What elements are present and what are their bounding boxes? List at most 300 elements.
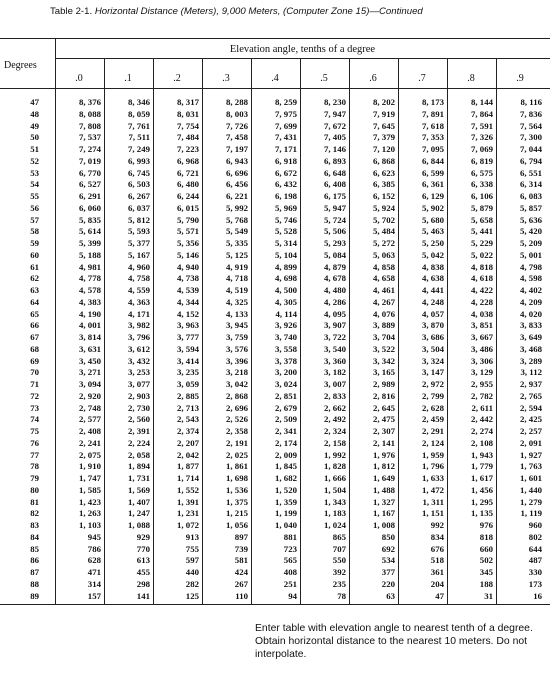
distance-cell: 550 (332, 555, 346, 566)
distance-cell: 850 (381, 531, 395, 542)
degree-cell: 84 (30, 531, 39, 542)
distance-cell: 5, 947 (324, 202, 346, 213)
distance-cell: 3, 094 (79, 379, 101, 389)
distance-cell: 2, 408 (79, 426, 101, 436)
distance-cell: 1, 796 (422, 461, 444, 472)
distance-cell: 1, 601 (520, 473, 542, 483)
degree-cell: 75 (30, 426, 39, 436)
distance-cell: 5, 614 (79, 226, 101, 237)
distance-cell: 1, 959 (422, 449, 444, 460)
distance-cell: 8, 346 (128, 97, 150, 107)
distance-cell: 3, 165 (373, 367, 395, 378)
degree-cell: 60 (30, 249, 39, 260)
column-header: .1 (124, 73, 132, 84)
distance-cell: 4, 500 (275, 285, 297, 295)
distance-cell: 7, 975 (275, 108, 297, 119)
distance-cell: 2, 509 (275, 414, 297, 425)
distance-cell: 4, 267 (373, 296, 395, 307)
distance-cell: 5, 812 (128, 214, 150, 225)
distance-cell: 251 (283, 578, 297, 589)
distance-cell: 6, 503 (128, 179, 150, 190)
distance-cell: 4, 305 (275, 296, 297, 307)
distance-cell: 5, 250 (422, 238, 444, 248)
distance-cell: 4, 598 (520, 273, 542, 284)
distance-cell: 2, 374 (177, 426, 199, 436)
distance-cell: 1, 763 (520, 461, 542, 472)
distance-cell: 5, 314 (275, 238, 297, 248)
distance-cell: 7, 645 (373, 120, 395, 131)
distance-cell: 770 (136, 543, 150, 554)
distance-cell: 5, 335 (226, 238, 248, 248)
distance-cell: 2, 628 (422, 402, 444, 413)
degree-cell: 81 (30, 496, 39, 507)
distance-cell: 1, 167 (373, 508, 395, 519)
distance-cell: 3, 926 (275, 320, 297, 331)
distance-cell: 16 (533, 590, 542, 601)
distance-cell: 5, 272 (373, 238, 395, 248)
distance-cell: 3, 704 (373, 332, 395, 342)
distance-cell: 1, 633 (422, 473, 444, 483)
distance-cell: 5, 441 (471, 226, 493, 237)
distance-cell: 2, 124 (422, 437, 444, 448)
distance-cell: 6, 794 (520, 155, 542, 166)
column-header: .5 (320, 73, 328, 84)
distance-cell: 94 (288, 590, 297, 601)
distance-cell: 7, 564 (520, 120, 542, 131)
distance-cell: 3, 833 (520, 320, 542, 331)
distance-cell: 8, 202 (373, 97, 395, 107)
degree-cell: 76 (30, 437, 39, 448)
distance-cell: 692 (381, 543, 395, 554)
distance-cell: 392 (332, 567, 346, 577)
distance-cell: 440 (185, 567, 199, 577)
distance-cell: 4, 618 (471, 273, 493, 284)
distance-cell: 5, 768 (226, 214, 248, 225)
distance-cell: 8, 144 (471, 97, 493, 107)
table-number: Table 2-1. (50, 6, 93, 17)
distance-cell: 6, 015 (177, 202, 199, 213)
distance-cell: 5, 001 (520, 249, 542, 260)
distance-cell: 3, 007 (324, 379, 346, 389)
degree-cell: 57 (30, 214, 39, 225)
distance-cell: 1, 024 (324, 520, 346, 530)
distance-cell: 8, 230 (324, 97, 346, 107)
distance-cell: 3, 814 (79, 332, 101, 342)
distance-cell: 2, 611 (471, 402, 493, 413)
distance-cell: 2, 257 (520, 426, 542, 436)
distance-cell: 3, 522 (373, 343, 395, 354)
distance-cell: 5, 125 (226, 249, 248, 260)
distance-cell: 3, 324 (422, 355, 444, 366)
distance-cell: 6, 338 (471, 179, 493, 190)
distance-cell: 7, 537 (79, 132, 101, 143)
distance-cell: 5, 042 (422, 249, 444, 260)
distance-cell: 4, 001 (79, 320, 101, 331)
degree-cell: 69 (30, 355, 39, 366)
distance-cell: 2, 955 (471, 379, 493, 389)
distance-cell: 3, 253 (128, 367, 150, 378)
degree-cell: 56 (30, 202, 39, 213)
distance-cell: 4, 480 (324, 285, 346, 295)
distance-cell: 6, 770 (79, 167, 101, 178)
distance-cell: 2, 662 (324, 402, 346, 413)
distance-cell: 3, 796 (128, 332, 150, 342)
distance-cell: 7, 511 (128, 132, 150, 143)
distance-cell: 3, 378 (275, 355, 297, 366)
distance-cell: 2, 091 (520, 437, 542, 448)
distance-cell: 3, 612 (128, 343, 150, 354)
distance-cell: 2, 833 (324, 390, 346, 401)
distance-cell: 7, 761 (128, 120, 150, 131)
distance-cell: 5, 420 (520, 226, 542, 237)
distance-cell: 5, 084 (324, 249, 346, 260)
distance-cell: 3, 759 (226, 332, 248, 342)
distance-cell: 6, 672 (275, 167, 297, 178)
distance-cell: 1, 247 (128, 508, 150, 519)
distance-cell: 2, 241 (79, 437, 101, 448)
distance-cell: 3, 182 (324, 367, 346, 378)
distance-cell: 6, 696 (226, 167, 248, 178)
distance-cell: 1, 072 (177, 520, 199, 530)
distance-cell: 1, 731 (128, 473, 150, 483)
distance-cell: 7, 069 (471, 144, 493, 154)
distance-cell: 6, 819 (471, 155, 493, 166)
distance-cell: 6, 480 (177, 179, 199, 190)
elevation-angle-header: Elevation angle, tenths of a degree (229, 44, 376, 55)
distance-cell: 1, 135 (471, 508, 493, 519)
distance-cell: 3, 722 (324, 332, 346, 342)
degree-cell: 73 (30, 402, 39, 413)
distance-cell: 267 (234, 578, 248, 589)
distance-cell: 929 (136, 531, 150, 542)
distance-cell: 1, 698 (226, 473, 248, 483)
distance-cell: 2, 885 (177, 390, 199, 401)
distance-cell: 5, 924 (373, 202, 395, 213)
distance-cell: 141 (136, 590, 150, 601)
distance-cell: 3, 042 (226, 379, 248, 389)
degree-cell: 52 (30, 155, 39, 166)
distance-cell: 897 (234, 531, 248, 542)
distance-cell: 945 (87, 531, 101, 542)
distance-cell: 5, 636 (520, 214, 542, 225)
distance-cell: 7, 919 (373, 108, 395, 119)
distance-cell: 1, 877 (177, 461, 199, 472)
distance-cell: 613 (136, 555, 150, 566)
degree-cell: 82 (30, 508, 39, 519)
distance-cell: 2, 851 (275, 390, 297, 401)
distance-cell: 6, 745 (128, 167, 150, 178)
degree-cell: 58 (30, 226, 39, 237)
distance-cell: 2, 174 (275, 437, 297, 448)
distance-cell: 534 (381, 555, 395, 566)
distance-cell: 4, 383 (79, 296, 101, 307)
top-rule (0, 38, 550, 39)
distance-cell: 7, 223 (177, 144, 199, 154)
distance-cell: 7, 808 (79, 120, 101, 131)
distance-cell: 1, 617 (471, 473, 493, 483)
distance-cell: 7, 353 (422, 132, 444, 143)
distance-cell: 4, 441 (422, 285, 444, 295)
distance-cell: 2, 543 (177, 414, 199, 425)
distance-cell: 2, 903 (128, 390, 150, 401)
distance-cell: 6, 551 (520, 167, 542, 178)
distance-cell: 1, 183 (324, 508, 346, 519)
distance-cell: 4, 578 (79, 285, 101, 295)
degree-cell: 62 (30, 273, 39, 284)
distance-cell: 3, 235 (177, 367, 199, 378)
degree-cell: 71 (30, 379, 39, 389)
distance-cell: 1, 151 (422, 508, 444, 519)
distance-cell: 2, 459 (422, 414, 444, 425)
distance-cell: 4, 798 (520, 261, 542, 272)
distance-cell: 4, 114 (275, 308, 297, 319)
distance-cell: 330 (528, 567, 542, 577)
distance-cell: 3, 342 (373, 355, 395, 366)
distance-cell: 5, 857 (520, 202, 542, 213)
distance-cell: 786 (87, 543, 101, 554)
distance-cell: 6, 106 (471, 191, 493, 201)
degree-cell: 72 (30, 390, 39, 401)
degree-cell: 88 (30, 578, 39, 589)
distance-cell: 471 (87, 567, 101, 577)
distance-cell: 2, 868 (226, 390, 248, 401)
degree-cell: 54 (30, 179, 39, 190)
distance-cell: 5, 593 (128, 226, 150, 237)
distance-cell: 1, 103 (79, 520, 101, 530)
distance-cell: 1, 199 (275, 508, 297, 519)
distance-cell: 913 (185, 531, 199, 542)
distance-cell: 2, 594 (520, 402, 542, 413)
distance-cell: 3, 558 (275, 343, 297, 354)
distance-cell: 1, 779 (471, 461, 493, 472)
distance-cell: 4, 919 (226, 261, 248, 272)
degree-cell: 70 (30, 367, 39, 378)
distance-cell: 7, 591 (471, 120, 493, 131)
distance-cell: 6, 244 (177, 191, 199, 201)
distance-cell: 5, 484 (373, 226, 395, 237)
distance-cell: 6, 968 (177, 155, 199, 166)
distance-cell: 7, 019 (79, 155, 101, 166)
distance-cell: 8, 259 (275, 97, 297, 107)
distance-cell: 5, 790 (177, 214, 199, 225)
table-title: Horizontal Distance (Meters), 9,000 Meters, (Computer Zone 15)—Continued (94, 6, 423, 17)
distance-cell: 2, 075 (79, 449, 101, 460)
distance-cell: 4, 228 (471, 296, 493, 307)
distance-cell: 2, 713 (177, 402, 199, 413)
distance-cell: 7, 754 (177, 120, 199, 131)
distance-cell: 4, 718 (226, 273, 248, 284)
distance-cell: 4, 940 (177, 261, 199, 272)
distance-cell: 6, 198 (275, 191, 297, 201)
distance-cell: 1, 649 (373, 473, 395, 483)
distance-cell: 2, 442 (471, 414, 493, 425)
column-header: .2 (173, 73, 181, 84)
distance-cell: 2, 748 (79, 402, 101, 413)
distance-cell: 7, 197 (226, 144, 248, 154)
distance-cell: 3, 649 (520, 332, 542, 342)
distance-cell: 2, 274 (471, 426, 493, 436)
distance-cell: 6, 868 (373, 155, 395, 166)
distance-cell: 723 (283, 543, 297, 554)
distance-cell: 6, 175 (324, 191, 346, 201)
distance-cell: 6, 599 (422, 167, 444, 178)
distance-cell: 7, 672 (324, 120, 346, 131)
distance-cell: 6, 648 (324, 167, 346, 178)
degree-cell: 53 (30, 167, 39, 178)
distance-cell: 3, 907 (324, 320, 346, 331)
distance-cell: 4, 519 (226, 285, 248, 295)
column-header: .8 (467, 73, 475, 84)
distance-cell: 1, 119 (520, 508, 542, 519)
distance-cell: 1, 845 (275, 461, 297, 472)
distance-cell: 5, 356 (177, 238, 199, 248)
distance-cell: 5, 680 (422, 214, 444, 225)
distance-cell: 1, 894 (128, 461, 150, 472)
column-header: .9 (516, 73, 524, 84)
distance-cell: 881 (283, 531, 297, 542)
distance-cell: 377 (381, 567, 395, 577)
distance-cell: 1, 992 (324, 449, 346, 460)
degree-cell: 66 (30, 320, 39, 331)
distance-cell: 3, 059 (177, 379, 199, 389)
distance-cell: 7, 405 (324, 132, 346, 143)
distance-cell: 4, 020 (520, 308, 542, 319)
distance-cell: 3, 777 (177, 332, 199, 342)
distance-cell: 6, 060 (79, 202, 101, 213)
distance-cell: 3, 486 (471, 343, 493, 354)
distance-cell: 2, 207 (177, 437, 199, 448)
distance-cell: 7, 947 (324, 108, 346, 119)
distance-cell: 1, 359 (275, 496, 297, 507)
degree-cell: 67 (30, 332, 39, 342)
distance-cell: 5, 902 (422, 202, 444, 213)
distance-cell: 3, 129 (471, 367, 493, 378)
distance-cell: 4, 778 (79, 273, 101, 284)
distance-cell: 976 (479, 520, 493, 530)
distance-cell: 2, 679 (275, 402, 297, 413)
distance-cell: 1, 407 (128, 496, 150, 507)
distance-cell: 3, 594 (177, 343, 199, 354)
distance-cell: 1, 311 (422, 496, 444, 507)
degree-cell: 89 (30, 590, 39, 601)
distance-cell: 5, 399 (79, 238, 101, 248)
distance-cell: 1, 943 (471, 449, 493, 460)
distance-cell: 1, 327 (373, 496, 395, 507)
degree-cell: 74 (30, 414, 39, 425)
distance-cell: 7, 120 (373, 144, 395, 154)
distance-cell: 2, 058 (128, 449, 150, 460)
distance-cell: 424 (234, 567, 248, 577)
distance-cell: 298 (136, 578, 150, 589)
distance-cell: 1, 343 (324, 496, 346, 507)
distance-cell: 1, 520 (275, 484, 297, 495)
distance-cell: 1, 215 (226, 508, 248, 519)
distance-cell: 2, 937 (520, 379, 542, 389)
distance-cell: 755 (185, 543, 199, 554)
distance-cell: 628 (87, 555, 101, 566)
distance-cell: 6, 623 (373, 167, 395, 178)
distance-cell: 6, 083 (520, 191, 542, 201)
distance-cell: 1, 714 (177, 473, 199, 483)
distance-cell: 2, 425 (520, 414, 542, 425)
distance-cell: 2, 799 (422, 390, 444, 401)
distance-cell: 4, 171 (128, 308, 150, 319)
distance-cell: 7, 458 (226, 132, 248, 143)
distance-cell: 6, 456 (226, 179, 248, 190)
distance-cell: 4, 539 (177, 285, 199, 295)
distance-cell: 3, 982 (128, 320, 150, 331)
distance-cell: 1, 391 (177, 496, 199, 507)
distance-cell: 2, 341 (275, 426, 297, 436)
distance-cell: 8, 317 (177, 97, 199, 107)
distance-cell: 1, 666 (324, 473, 346, 483)
degree-cell: 49 (30, 120, 39, 131)
degree-cell: 87 (30, 567, 39, 577)
distance-cell: 3, 504 (422, 343, 444, 354)
distance-cell: 4, 960 (128, 261, 150, 272)
distance-cell: 3, 540 (324, 343, 346, 354)
distance-cell: 3, 945 (226, 320, 248, 331)
distance-cell: 3, 667 (471, 332, 493, 342)
distance-cell: 7, 726 (226, 120, 248, 131)
distance-cell: 3, 396 (226, 355, 248, 366)
degree-cell: 48 (30, 108, 39, 119)
distance-cell: 5, 746 (275, 214, 297, 225)
distance-cell: 1, 747 (79, 473, 101, 483)
distance-cell: 361 (430, 567, 444, 577)
distance-cell: 818 (479, 531, 493, 542)
distance-cell: 2, 191 (226, 437, 248, 448)
distance-cell: 1, 295 (471, 496, 493, 507)
distance-cell: 6, 408 (324, 179, 346, 190)
distance-cell: 4, 838 (422, 261, 444, 272)
distance-cell: 8, 088 (79, 108, 101, 119)
distance-cell: 6, 361 (422, 179, 444, 190)
distance-cell: 5, 969 (275, 202, 297, 213)
distance-cell: 1, 569 (128, 484, 150, 495)
distance-cell: 4, 248 (422, 296, 444, 307)
distance-cell: 7, 699 (275, 120, 297, 131)
distance-cell: 2, 042 (177, 449, 199, 460)
distance-cell: 7, 146 (324, 144, 346, 154)
distance-cell: 8, 288 (226, 97, 248, 107)
distance-cell: 2, 475 (373, 414, 395, 425)
distance-cell: 739 (234, 543, 248, 554)
distance-cell: 6, 432 (275, 179, 297, 190)
distance-cell: 204 (430, 578, 444, 589)
distance-cell: 4, 057 (422, 308, 444, 319)
degree-cell: 79 (30, 473, 39, 483)
distance-cell: 6, 291 (79, 191, 101, 201)
distance-cell: 47 (435, 590, 444, 601)
distance-cell: 7, 484 (177, 132, 199, 143)
distance-cell: 1, 008 (373, 520, 395, 530)
distance-cell: 6, 721 (177, 167, 199, 178)
distance-cell: 408 (283, 567, 297, 577)
degree-cell: 80 (30, 484, 39, 495)
header-bottom-rule (0, 88, 550, 89)
distance-cell: 3, 077 (128, 379, 150, 389)
distance-cell: 3, 218 (226, 367, 248, 378)
distance-cell: 2, 782 (471, 390, 493, 401)
distance-cell: 1, 504 (324, 484, 346, 495)
distance-cell: 6, 314 (520, 179, 542, 190)
distance-cell: 676 (430, 543, 444, 554)
distance-cell: 282 (185, 578, 199, 589)
distance-cell: 6, 267 (128, 191, 150, 201)
distance-cell: 8, 003 (226, 108, 248, 119)
degree-cell: 68 (30, 343, 39, 354)
